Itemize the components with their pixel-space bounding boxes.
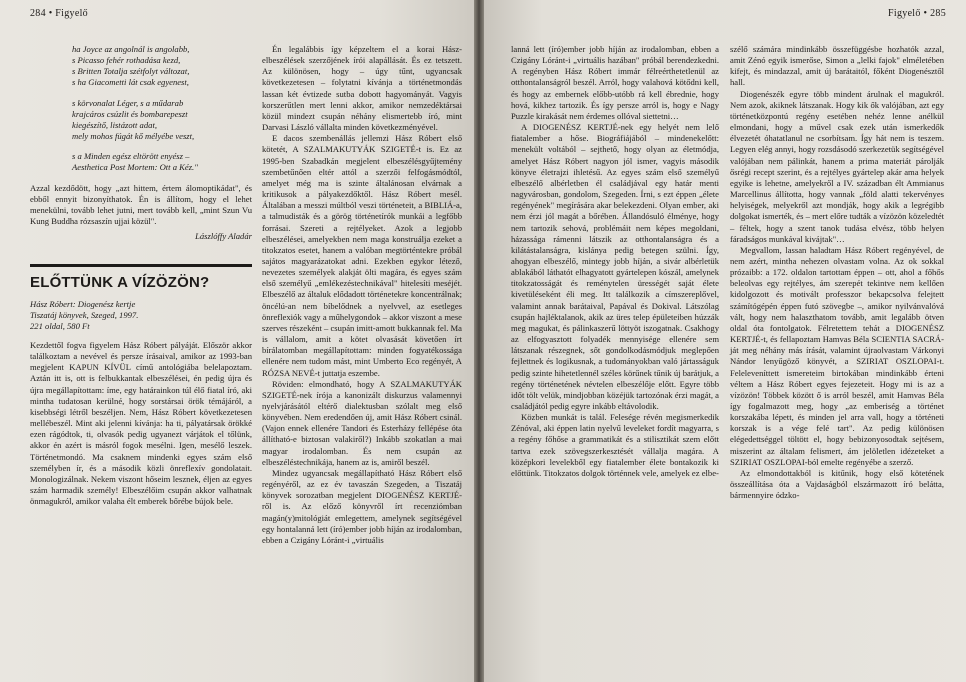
- running-head-right: Figyelő • 285: [888, 8, 946, 19]
- left-page: [0, 0, 474, 682]
- poem-line: s a Minden egész eltörött enyész –: [72, 151, 190, 162]
- biblio-line: 221 oldal, 580 Ft: [30, 320, 90, 331]
- poem-line: s ha Giacometti lát csak egyenest,: [72, 77, 189, 88]
- bibliographic-note: [30, 299, 252, 332]
- poem-stanza: [30, 151, 252, 173]
- poem-line: krajcáros csúzlit és bombarepeszt: [72, 108, 188, 119]
- body-paragraph: Mindez ugyancsak megállapítható Hász Róbert első regényéről, az ez év tavaszán Szegeden, a Tiszatáj könyvek sorozatban megjelent DIOGENÉSZ KERTJÉ-ről is. Az előző könyvről írt recenziómban magán(y)mitológiát emlegettem, amelynek segítségével egy hontalanná lett (író)ember jobb híján az irodalomban, ebben a Czigány Lóránt-i „virtuális: [262, 467, 462, 545]
- body-paragraph: Megvallom, lassan haladtam Hász Róbert regényével, de nem azért, mintha nehezen olvastam volna. Az ok sokkal prózaibb: a 172. oldalon tartottam éppen – ott, ahol a főhős beleolvas egy rejtélyes, ám szerepét tekintve nem kellően kidolgozott és motivált professzor bekapcsolva felejtett számítógépén éppen futó szövegbe –, amikor nyilvánvalóvá vált, hogy nem halaszthatom tovább, amit legalább ötven oldal óta fontolgatok. Félretettem tehát a DIOGENÉSZ KERTJÉ-t, és fellapoztam Hamvas Béla SCIENTIA SACRÁ-ját meg néhány más írását, valamint újraolvastam Várkonyi Nándor lenyűgöző könyvét, a SZIRIAT OSZLOPAI-t. Feleleveníttett ismereteim birtokában mindinkább érteni véltem a Hász Róbert egyes fejezeteit. Hogy mi is az a vízözön! Többek között ő is arról beszél, amit Hamvas Béla így fogalmazott meg, hogy „az emberiség a történet korszakába lépett, és minden jel arra vall, hogy a történeti korszak is a vége felé tart". Az pedig különösen elégedettséggel töltött el, hogy bebizonyosodtak sejtésem, miszerint az általam felismert, ám jelöletlen idézeteket a SZIRIAT OSZLOPAI-ból emelte regényébe a szerző.: [730, 244, 944, 467]
- poem-line: s körvonalat Léger, s a műdarab: [72, 97, 184, 108]
- section-divider: [30, 264, 252, 267]
- body-paragraph: Diogenészék egyre több mindent árulnak el magukról. Nem azok, akiknek látszanak. Hogy kik ők valójában, azt egy történetközpontú regény esetében nehéz lenne anélkül elmondani, hogy a művel csak ezek után ismerkedők élvezetét óhatatlanul ne csorbítsam. Így hát nem is teszem. Legyen elég annyi, hogy rozsdásodó szerkezetük segítségével valójában nem pálinkát, hanem a prima materiát párolják ősrégi recept szerint, és a rejtélyes gyártelep akár ama helyek egyike is lehetne, amelyekről a IV. században élt Ammianus Marcellinus állította, hogy vannak „föld alatti tekervényes helyiségek, melyekről azt mondják, hogy akik a legrégibb dolgokat ismerték, és – mert előre tudták a vízözön közeledtét – féltek, hogy a szent tanok tudása elvész, több helyen fáradságos munkával kivájtak"…: [730, 88, 944, 244]
- intro-paragraph: Azzal kezdődött, hogy „azt hittem, értem álomoptikádat", és ebből ennyit bizonyíthatok. Én is állítom, hogy el lehet menekülni, tovább lehet jutni, mert tovább kell, „mint Szun Vu Kung Buddha rózsaszín ujjai közül".: [30, 182, 252, 227]
- poem-stanza: [30, 98, 252, 143]
- body-paragraph: Röviden: elmondható, hogy A SZALMAKUTYÁK SZIGETÉ-nek írója a kanonizált diskurzus valamennyi nyelvjárásától eltérő dialektusban szólalt meg első könyvében. Nem eredendően új, amit Hász Róbert csinál. (Vajon ennek ellenére Tandori és Esterházy fellépése óta állítható-e biztosan valakiről?) Inkább szokatlan a mai magyar irodalomban. És nem csupán az elbeszéléstechnikája, hanem az is, amiről beszél.: [262, 378, 462, 467]
- left-page-column-2: [262, 44, 462, 546]
- review-title: ELŐTTÜNK A VÍZÖZÖN?: [30, 274, 210, 292]
- poem-line: Aesthetica Post Mortem: Ott a Kéz.": [72, 162, 198, 173]
- author-signature: László⁠ffy Aladár: [195, 231, 252, 242]
- right-page: [484, 0, 966, 682]
- body-paragraph: Az elmondottakból is kitűnik, hogy első kötetének összeállítása óta a Vajdaságból elszármazott író belátta, bármennyire ódzko-: [730, 467, 944, 501]
- poem-line: mely mohos fúgát kő mélyébe veszt,: [72, 131, 195, 142]
- poem-line: s Britten Totalja szétfolyt változat,: [72, 66, 190, 77]
- body-paragraph: Kezdettől fogva figyelem Hász Róbert pályáját. Először akkor találkoztam a nevével és persze írásaival, amikor az 1993-ban megjelent KAPUN KÍVÜL című antológiába belelapoztam. Aztán itt is, ott is felbukkantak elbeszélései, én pedig újra és újra megállapítottam: íme, egy határainkon túl élő fiatal író, aki mintha tudatosan kerülné, hogy sorstársai örök témájáról, a kisebbségi létről beszéljen. Nem, Hász Róbert következetesen mellébeszél. Mint aki jelenni kívánja: ha ti, pályatársak örökké ezen rágódtok, ti, olvasók pedig ugyanezt várjátok el tőlünk, akkor én azért is másról fogok mesélni. Igen, mesélő leszek. Történetmondó. Ma csaknem mindenki egyes szám első személyben ír, és a második közli önreflexív gondolatait. Monologizálnak. Nekem viszont hőseim lesznek, éljen az egyes szám harmadik személy! Elbeszélőim csupán akkor valhatnak önmagukról, amikor valaha élt emberek bőrébe bújok bele.: [30, 339, 252, 507]
- right-page-column-2: [730, 44, 944, 501]
- poem-line: kiegészítő, listázott adat,: [72, 119, 157, 130]
- poem-stanza: [30, 44, 252, 89]
- body-paragraph: Közben munkát is talál. Felesége révén megismerkedik Zénóval, aki éppen latin nyelvű leveleket fordít magyarra, s a regény főhőse a grammatikát és a stilisztikát szem előtt tartva ezek szövegszerkesztését vállalja magára. A középkori levelekből egy fiatalember élete bontakozik ki előttünk. Titokzatos dolgok történnek vele, amelyek ez elbe-: [511, 412, 719, 478]
- poem-line: s Picasso fehér rothadása kezd,: [72, 55, 181, 66]
- body-paragraph: szélő számára mindinkább összefüggésbe hozhatók azzal, amit Zénó egyik ismerőse, Simon a „lelki fajok" elméletében kifejt, és mindazzal, amit új barátaitól, főként Diogenésztől hall.: [730, 44, 944, 88]
- body-paragraph: A DIOGENÉSZ KERTJÉ-nek egy helyét nem lelő fiatalember a hőse. Biográfiájából – mindenekelőtt: menekült voltából – sejthető, hogy olyan az életmódja, amelyet Hász Róbert nagyon jól ismer, vagyis második könyve életrajzi ihletésű. Az egyes szám első személyű elbeszélő albérletben él családjával egy határ menti nagyvárosban, gondolom, Szegeden. Írni, s ezt éppen „élete regényének" megírására akar belekezdeni. Olyan ember, aki nem érzi jól magát a bőrében. Állandósuló élménye, hogy nem tartozik sehová, problémáit nem képes megoldani, házassága rámenni látszik az otthontalanságra és a kilátástalanságra, kislánya pedig betegen szülni. Így, ahogyan elbeszélő, mintegy jobb híján, a sivár albérletük ablakából láthatót elhagyatott gyártelepen kószál, amelynek titokzatosságát és reménytelen ürességét saját élete kivetüléseként éli meg. Itt találkozik a címszereplővel, valamint annak barátaival, Papával és Dokival. Látszólag csupán hajléktalanok, akik az üres telep épületeiben húzzák meg magukat, és pálinkaszerű löttyöt iszogatnak. Csakhogy az elfogyasztott folyadék mennyisége ellenére sem látszanak részegnek, sőt gondolkodásmódjuk meglepően fejlettnek és logikusnak, a tudományokban való jártasságuk pedig szinte hihetetlennél széles körűnek tűnik új barátjuk, a regény történetének névtelen elbeszélője előtt. Egyre több időt tölt velük, mindjobban közéjük tartozónak érzi magát, a családjától pedig egyre inkább eltávolodik.: [511, 122, 719, 411]
- right-page-column-1: [511, 44, 719, 479]
- poem-line: ha Joyce az angolnál is angolabb,: [72, 44, 190, 54]
- body-paragraph: lanná lett (író)ember jobb híján az irodalomban, ebben a Czigány Lóránt-i „virtuális hazában" próbál berendezkedni. A regényben Hász Róbert immár félreérthetetlenül az otthontalanságról beszél. Arról, hogy valahová kötődni kell, és hogy az embernek előbb-utóbb rá kell ébrednie, hogy hová, kikhez tartozik. És így persze arról is, hogy e Nagy Puzzle kirakását nem érdemes ollóval siettetni…: [511, 44, 719, 121]
- body-paragraph: Én legalábbis így képzeltem el a korai Hász-elbeszélések szerzőjének írói alapállását. És ez tetszett. Az különösen, hogy – úgy tűnt, ugyancsak következetesen – folytatni kívánja a történetmondás lassan két évtizede sutba dobott hagyományát. Vagyis korszerűtlen mert lenni akkor, amikor nemzedéktársai közül mindezt csupán néhány elismertebb író, mint Darvasi László vállalta minden következményével.: [262, 44, 462, 133]
- poem-quote: [30, 44, 252, 174]
- biblio-line: Tiszatáj könyvek, Szeged, 1997.: [30, 309, 139, 320]
- book-gutter: [474, 0, 484, 682]
- running-head-left: 284 • Figyelő: [30, 8, 88, 19]
- left-page-column-1: [30, 44, 252, 507]
- body-paragraph: E dacos szembenállás jellemzi Hász Róbert első kötetét, A SZALMAKUTYÁK SZIGETÉ-t is. Ez az 1995-ben Szabadkán megjelent elbeszélésgyűjtemény szembetűnően eltér attól a szerzői felfogásmódtól, amelyet még ma is szinte általánosan elvárnak a kritikusok a pályakezdőktől. Hász Róbert mesél. Általában a messzi múltból veszi történeteit, a BIBLIÁ-a, a talmudisták és a görög történetírók munkái a legfőbb forrásai. Szereti a rejtélyeket. Azok a legjobb elbeszélései, amelyekben nem maga konstruálja ezeket a titokzatos esetet, hanem a valóban megtörténtekre próbál sajátos magyarázatokat adni. Ezekben egykor létező, nevezetes személyek alakját ölti magára, és egyes szám első személyű „emlékezéstechnikával" hitelesíti meséjét. Elbeszélő az általuk elődadott történetekre koncentrálnak; öncélú-an nem bíbelődnek a nyelvvel, az esetleges önreflexiók vagy a műhelygondok – akkor viszont a mese szerves részeként – csupán imitt-amott bukkannak fel. Ma is vállalom, amit a kötet olvasását követően írt bírálatomban megállapítottam: minden fogyatékossága ellenére nem tudom mást, mint Umberto Eco regényét, A RÓZSA NEVÉ-t juttatja eszembe.: [262, 133, 462, 378]
- biblio-line: Hász Róbert: Diogenész kertje: [30, 298, 136, 309]
